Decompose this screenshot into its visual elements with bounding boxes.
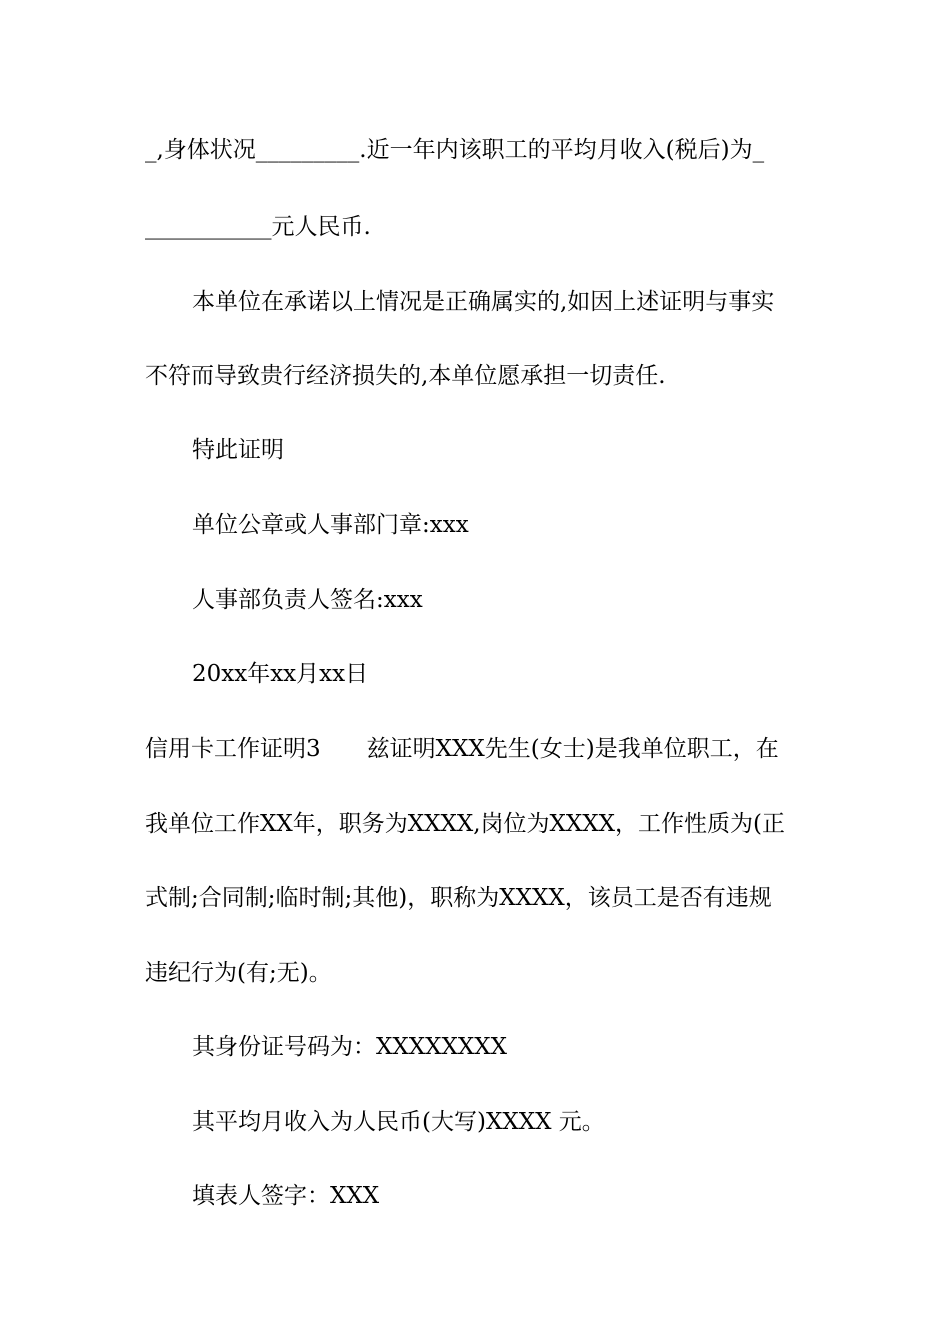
filler-signature-field: 填表人签字：XXX — [192, 1183, 380, 1209]
body-text-line: 违纪行为(有;无)。 — [145, 960, 332, 986]
paragraph-start: 本单位在承诺以上情况是正确属实的,如因上述证明与事实 — [192, 289, 775, 315]
hr-signature-field: 人事部负责人签名:xxx — [192, 587, 423, 613]
body-text-line: ___________元人民币. — [145, 214, 371, 240]
income-field: 其平均月收入为人民币(大写)XXXX 元。 — [192, 1109, 605, 1135]
date-field: 20xx年xx月xx日 — [192, 661, 369, 687]
seal-field: 单位公章或人事部门章:xxx — [192, 512, 469, 538]
body-text-line: 不符而导致贵行经济损失的,本单位愿承担一切责任. — [145, 363, 666, 389]
id-number-field: 其身份证号码为：XXXXXXXX — [192, 1034, 507, 1060]
body-text-line: _,身体状况_________.近一年内该职工的平均月收入(税后)为_ — [145, 137, 765, 163]
section-heading-line: 信用卡工作证明3 兹证明XXX先生(女士)是我单位职工，在 — [145, 736, 779, 762]
certification-statement: 特此证明 — [192, 437, 284, 463]
body-text-line: 我单位工作XX年，职务为XXXX,岗位为XXXX，工作性质为(正 — [145, 811, 786, 837]
body-text-line: 式制;合同制;临时制;其他)，职称为XXXX，该员工是否有违规 — [145, 885, 772, 911]
